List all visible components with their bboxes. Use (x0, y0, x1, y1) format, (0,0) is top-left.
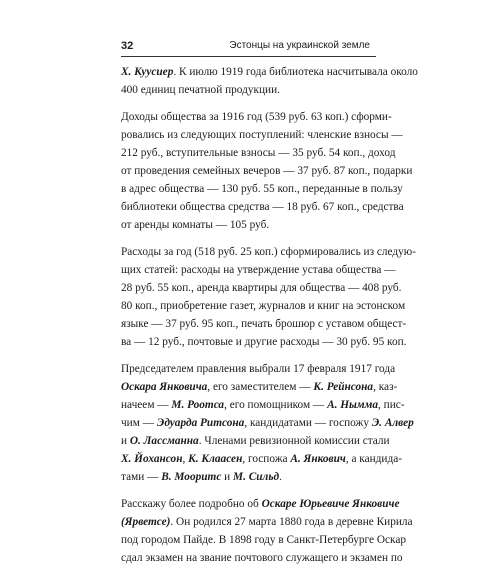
text-line (121, 261, 396, 279)
text-segment: библиотеки общества средства — 18 руб. 67 коп., средства (121, 201, 404, 213)
text-segment: . Членами ревизионной комиссии стали (198, 435, 390, 447)
text-line (121, 216, 376, 234)
person-name: О. Лассманна (129, 435, 199, 447)
text-segment: щих статей: расходы на утверждение устава общества — (121, 264, 396, 276)
text-line (121, 279, 402, 297)
page-number: 32 (121, 40, 134, 52)
text-segment: сдал экзамен на звание почтового служащего и экзамен по (121, 552, 403, 564)
running-title: Эстонцы на украинской земле (229, 40, 370, 51)
text-segment: 212 руб., вступительные взносы — 35 руб. 54 коп., доход (121, 147, 396, 159)
text-line (121, 162, 413, 180)
text-segment: в адрес общества — 130 руб. 55 коп., переданные в пользу (121, 183, 403, 195)
text-segment: , каз- (373, 381, 398, 393)
text-segment: , его помощником — (224, 399, 328, 411)
text-segment: , кандидатами — госпожу (244, 417, 372, 429)
text-line (121, 432, 390, 450)
text-line (121, 297, 406, 315)
person-name: К. Рейнсона (313, 381, 374, 393)
text-segment: от аренды комнаты — 105 руб. (121, 219, 270, 231)
text-segment: . Он родился 27 марта 1880 года в деревне Кирила (170, 516, 413, 528)
text-segment: ва — 12 руб., почтовые и другие расходы — 30 руб. 95 коп. (121, 336, 407, 348)
text-segment: , его заместителем — (207, 381, 314, 393)
text-line (121, 513, 413, 531)
text-segment: начеем — (121, 399, 172, 411)
text-line (121, 531, 407, 549)
text-line (121, 63, 418, 81)
text-segment: под городом Пайде. В 1898 году в Санкт-Петербурге Оскар (121, 534, 407, 546)
text-line (121, 378, 398, 396)
text-line (121, 315, 407, 333)
person-name: А. Нымма (327, 399, 378, 411)
person-name: Оскаре Юрьевиче Янковиче (261, 498, 400, 510)
text-segment: . (279, 471, 282, 483)
text-line (121, 243, 416, 261)
person-name: Эдуарда Ритсона (156, 417, 245, 429)
text-line (121, 198, 404, 216)
text-line (121, 180, 403, 198)
text-segment: Расходы за год (518 руб. 25 коп.) сформировались из следую- (121, 246, 416, 258)
text-segment: . К июлю 1919 года библиотека насчитывала около (173, 66, 418, 78)
text-line (121, 108, 392, 126)
person-name: М. Сильд (233, 471, 280, 483)
person-name: Э. Алвер (371, 417, 414, 429)
text-segment: и (221, 471, 234, 483)
text-segment: , пис- (378, 399, 405, 411)
text-segment: Расскажу более подробно об (121, 498, 262, 510)
person-name: Х. Йохансон (121, 453, 183, 465)
person-name: В. Мооритс (161, 471, 222, 483)
header-rule (121, 56, 376, 57)
text-line (121, 495, 400, 513)
text-line (121, 468, 376, 486)
text-segment: 28 руб. 55 коп., аренда квартиры для общества — 408 руб. (121, 282, 402, 294)
person-name: К. Клаасен (188, 453, 243, 465)
text-line (121, 333, 407, 351)
text-segment: тами — (121, 471, 162, 483)
text-segment: ровались из следующих поступлений: членские взносы — (121, 129, 403, 141)
text-segment: 400 единиц печатной продукции. (121, 84, 280, 96)
person-name: (Ярветсе) (121, 516, 171, 528)
text-segment: , (182, 453, 189, 465)
body-text (121, 63, 418, 567)
text-segment: 80 коп., приобретение газет, журналов и книг на эстонском (121, 300, 406, 312)
text-segment: чим — (121, 417, 157, 429)
text-line (121, 450, 402, 468)
text-line (121, 81, 376, 99)
person-name: А. Янкович (290, 453, 346, 465)
text-segment: языке — 37 руб. 95 коп., печать брошюр с уставом общест- (121, 318, 407, 330)
text-segment: и (121, 435, 130, 447)
person-name: Х. Куусиер (121, 66, 174, 78)
text-segment: Доходы общества за 1916 год (539 руб. 63 коп.) сформи- (121, 111, 392, 123)
text-line (121, 549, 403, 567)
person-name: М. Роотса (171, 399, 225, 411)
text-line (121, 360, 396, 378)
text-segment: от проведения семейных вечеров — 37 руб. 87 коп., подарки (121, 165, 413, 177)
text-line (121, 396, 405, 414)
text-segment: , госпожа (242, 453, 291, 465)
text-segment: Председателем правления выбрали 17 февраля 1917 года (121, 363, 396, 375)
text-line (121, 414, 414, 432)
text-line (121, 126, 403, 144)
text-segment: , а кандида- (345, 453, 402, 465)
text-line (121, 144, 396, 162)
person-name: Оскара Янковича (121, 381, 208, 393)
